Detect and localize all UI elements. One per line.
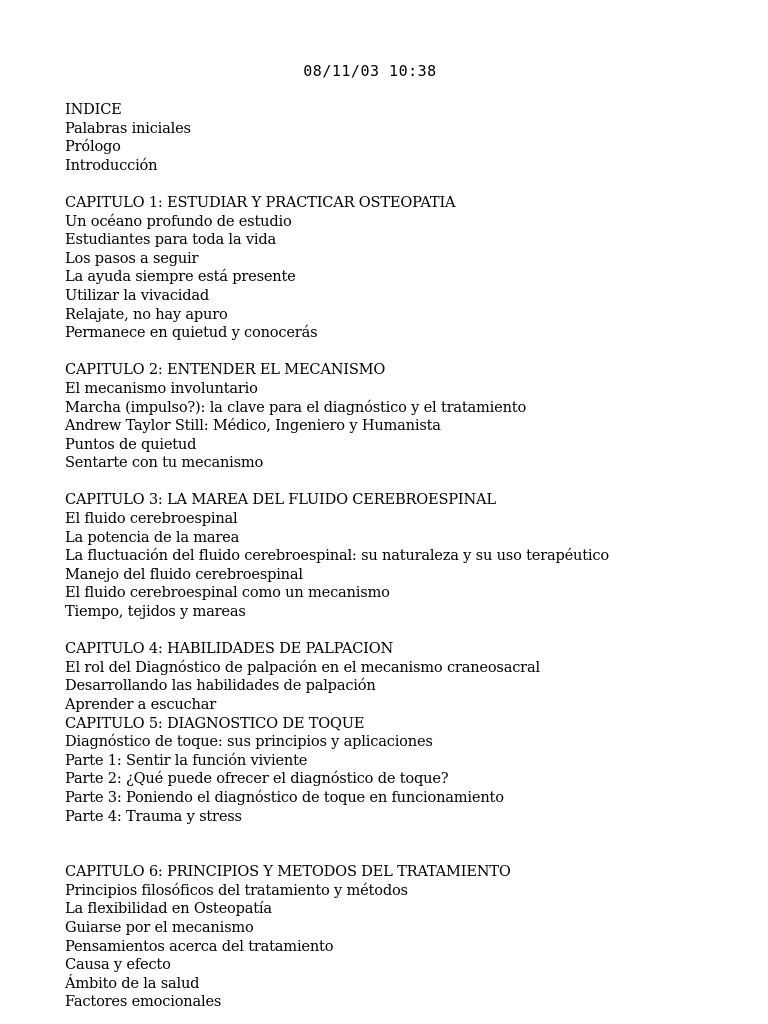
chapter-item: La flexibilidad en Osteopatía: [65, 900, 272, 918]
chapter-1-title: CAPITULO 1: ESTUDIAR Y PRACTICAR OSTEOPATIA: [65, 193, 456, 211]
chapter-item: Parte 1: Sentir la función viviente: [65, 751, 308, 769]
chapter-item: El fluido cerebroespinal como un mecanismo: [65, 584, 390, 602]
chapter-item: Desarrollando las habilidades de palpación: [65, 677, 376, 695]
spacer: [65, 343, 745, 362]
chapter-item: Factores emocionales: [65, 993, 222, 1011]
chapter-item: La fluctuación del fluido cerebroespinal: su naturaleza y su uso terapéutico: [65, 547, 609, 565]
spacer: [65, 826, 745, 863]
index-title: INDICE: [65, 101, 122, 118]
front-matter-item: Palabras iniciales: [65, 119, 191, 137]
spacer: [65, 175, 745, 194]
chapter-item: Estudiantes para toda la vida: [65, 231, 276, 249]
chapter-6-title: CAPITULO 6: PRINCIPIOS Y METODOS DEL TRATAMIENTO: [65, 863, 511, 881]
chapter-item: Puntos de quietud: [65, 435, 197, 453]
chapter-item: Pensamientos acerca del tratamiento: [65, 937, 334, 955]
chapter-item: Parte 3: Poniendo el diagnóstico de toque en funcionamiento: [65, 788, 504, 806]
chapter-item: La potencia de la marea: [65, 528, 240, 546]
spacer: [65, 473, 745, 492]
chapter-item: Tiempo, tejidos y mareas: [65, 603, 246, 621]
chapter-item: Diagnóstico de toque: sus principios y aplicaciones: [65, 733, 433, 751]
chapter-item: Sentarte con tu mecanismo: [65, 454, 264, 472]
chapter-item: Marcha (impulso?): la clave para el diagnóstico y el tratamiento: [65, 398, 527, 416]
chapter-item: Guiarse por el mecanismo: [65, 918, 254, 936]
spacer: [65, 622, 745, 641]
chapter-item: La ayuda siempre está presente: [65, 268, 296, 286]
chapter-item: Relajate, no hay apuro: [65, 305, 228, 323]
chapter-item: Ámbito de la salud: [65, 974, 200, 992]
table-of-contents: [65, 101, 745, 1012]
front-matter-item: Introducción: [65, 156, 158, 174]
chapter-3-title: CAPITULO 3: LA MAREA DEL FLUIDO CEREBROESPINAL: [65, 491, 496, 509]
chapter-4-title: CAPITULO 4: HABILIDADES DE PALPACION: [65, 640, 394, 658]
chapter-item: Causa y efecto: [65, 956, 171, 974]
chapter-2-title: CAPITULO 2: ENTENDER EL MECANISMO: [65, 361, 386, 379]
chapter-item: Los pasos a seguir: [65, 249, 199, 267]
chapter-item: El mecanismo involuntario: [65, 379, 258, 397]
chapter-item: Aprender a escuchar: [65, 696, 216, 713]
timestamp: 08/11/03 10:38: [303, 62, 437, 80]
front-matter-item: Prólogo: [65, 138, 121, 156]
chapter-item: Principios filosóficos del tratamiento y métodos: [65, 881, 408, 899]
chapter-item: Permanece en quietud y conocerás: [65, 324, 318, 342]
chapter-item: Andrew Taylor Still: Médico, Ingeniero y Humanista: [65, 417, 441, 435]
chapter-item: Parte 2: ¿Qué puede ofrecer el diagnóstico de toque?: [65, 770, 449, 788]
chapter-item: El fluido cerebroespinal: [65, 510, 238, 528]
chapter-item: Un océano profundo de estudio: [65, 212, 292, 230]
chapter-item: El rol del Diagnóstico de palpación en el mecanismo craneosacral: [65, 658, 540, 676]
chapter-item: Manejo del fluido cerebroespinal: [65, 565, 303, 583]
chapter-5-title: CAPITULO 5: DIAGNOSTICO DE TOQUE: [65, 714, 365, 732]
chapter-item: Parte 4: Trauma y stress: [65, 807, 242, 825]
chapter-item: Utilizar la vivacidad: [65, 286, 210, 304]
